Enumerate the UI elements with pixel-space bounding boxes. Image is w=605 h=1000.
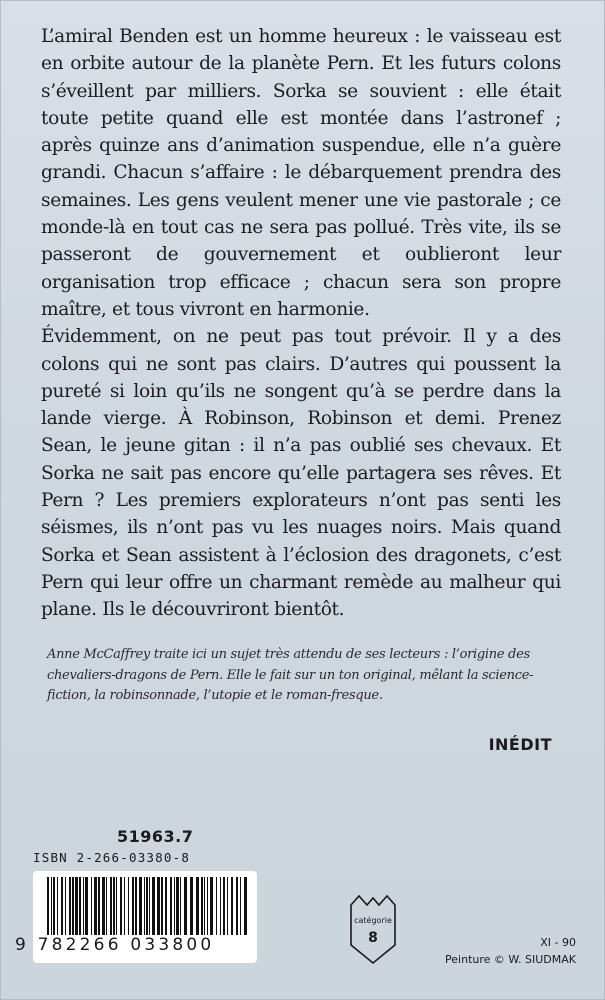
barcode-bar (94, 877, 97, 935)
category-label: catégorie (354, 916, 392, 925)
barcode-bar (201, 877, 203, 935)
barcode-bar (79, 877, 81, 935)
blurb-paragraph-2: Évidemment, on ne peut pas tout prévoir. Il y a des colons qui ne sont pas clairs. D’autres qui poussent la pureté si loin qu’ils ne songent qu’à se perdre dans la lande vierge. À Robinson, Robinson et demi. Prenez Sean, le jeune gitan : il n’a pas oublié ses chevaux. Et Sorka ne sait pas encore qu’elle partagera ses rêves. Et Pern ? Les premiers explorateurs n’ont pas senti les séismes, ils n’ont pas vu les nuages noirs. Mais quand Sorka et Sean assistent à l’éclosion des dragonets, c’est Pern qui leur offre un charmant remède au malheur qui plane. Ils le découvriront bientôt. (41, 326, 561, 621)
barcode-bar (190, 877, 193, 935)
barcode-bar (75, 877, 78, 935)
barcode-bar (227, 877, 228, 935)
barcode-bar (196, 877, 199, 935)
barcode-bar (231, 877, 233, 935)
barcode-bar (106, 877, 107, 935)
barcode-bar (204, 877, 205, 935)
barcode-bar (220, 877, 221, 935)
barcode-bar (207, 877, 208, 935)
category-number: 8 (368, 930, 378, 946)
catalog-number: 51963.7 (117, 827, 194, 846)
barcode-bar (61, 877, 63, 935)
barcode-digits: 9 782266 033800 (15, 935, 215, 955)
barcode-bar (180, 877, 181, 935)
barcode-bar (244, 877, 247, 935)
barcode-bar (65, 877, 66, 935)
barcode-bar (152, 877, 155, 935)
barcode-bar (83, 877, 84, 935)
barcode-bar (161, 877, 163, 935)
barcode-bar (51, 877, 52, 935)
barcode-bar (57, 877, 58, 935)
barcode-bar (85, 877, 88, 935)
barcode-bar (91, 877, 92, 935)
barcode-bar (110, 877, 112, 935)
barcode-bar (176, 877, 179, 935)
barcode-bar (149, 877, 150, 935)
barcode-bar (157, 877, 160, 935)
barcode-bar (53, 877, 55, 935)
barcode-bar (72, 877, 74, 935)
barcode-bar (98, 877, 100, 935)
barcode-bar (132, 877, 134, 935)
barcode-bar (170, 877, 172, 935)
barcode-bar (165, 877, 167, 935)
barcode-bar (139, 877, 142, 935)
barcode-bar (210, 877, 213, 935)
cover-credit: Peinture © W. SIUDMAK (445, 953, 576, 966)
barcode-bar (69, 877, 71, 935)
blurb-paragraph-1: L’amiral Benden est un homme heureux : le vaisseau est en orbite autour de la planète Pern. Et les futurs colons s’éveillent par milliers. Sorka se souvient : elle était toute petite quand elle est montée dans l’astronef ; après quinze ans d’animation suspendue, elle n’a guère grandi. Chacun s’affaire : le débarquement prendra des semaines. Les gens veulent mener une vie pastorale ; ce monde-là en tout cas ne sera pas pollué. Très vite, ils se passeront de gouvernement et oublieront leur organisation trop efficace ; chacun sera son propre maître, et tous vivront en harmonie. (41, 26, 561, 320)
barcode-bar (113, 877, 115, 935)
blurb-text (41, 23, 561, 624)
isbn-text: ISBN 2-266-03380-8 (33, 850, 191, 865)
barcode-bar (146, 877, 148, 935)
barcode-bar (120, 877, 122, 935)
edition-code: XI - 90 (540, 936, 576, 949)
barcode-bar (216, 877, 217, 935)
barcode-bar (116, 877, 117, 935)
barcode-bar (47, 877, 49, 935)
barcode-bar (174, 877, 175, 935)
author-note: Anne McCaffrey traite ici un sujet très attendu de ses lecteurs : l’origine des chevaliers-dragons de Pern. Elle le fait sur un ton original, mêlant la science-fiction, la robinsonnade, l’utopie et le roman-fresque. (47, 647, 534, 703)
barcode-bar (240, 877, 241, 935)
barcode-bar (124, 877, 125, 935)
barcode-bar (223, 877, 225, 935)
barcode-bar (144, 877, 145, 935)
barcode-bar (184, 877, 187, 935)
barcode-bar (135, 877, 137, 935)
category-badge-icon (349, 893, 397, 965)
barcode-bar (236, 877, 238, 935)
inedit-label: INÉDIT (488, 735, 552, 754)
barcode-bar (102, 877, 105, 935)
barcode-bar (128, 877, 129, 935)
